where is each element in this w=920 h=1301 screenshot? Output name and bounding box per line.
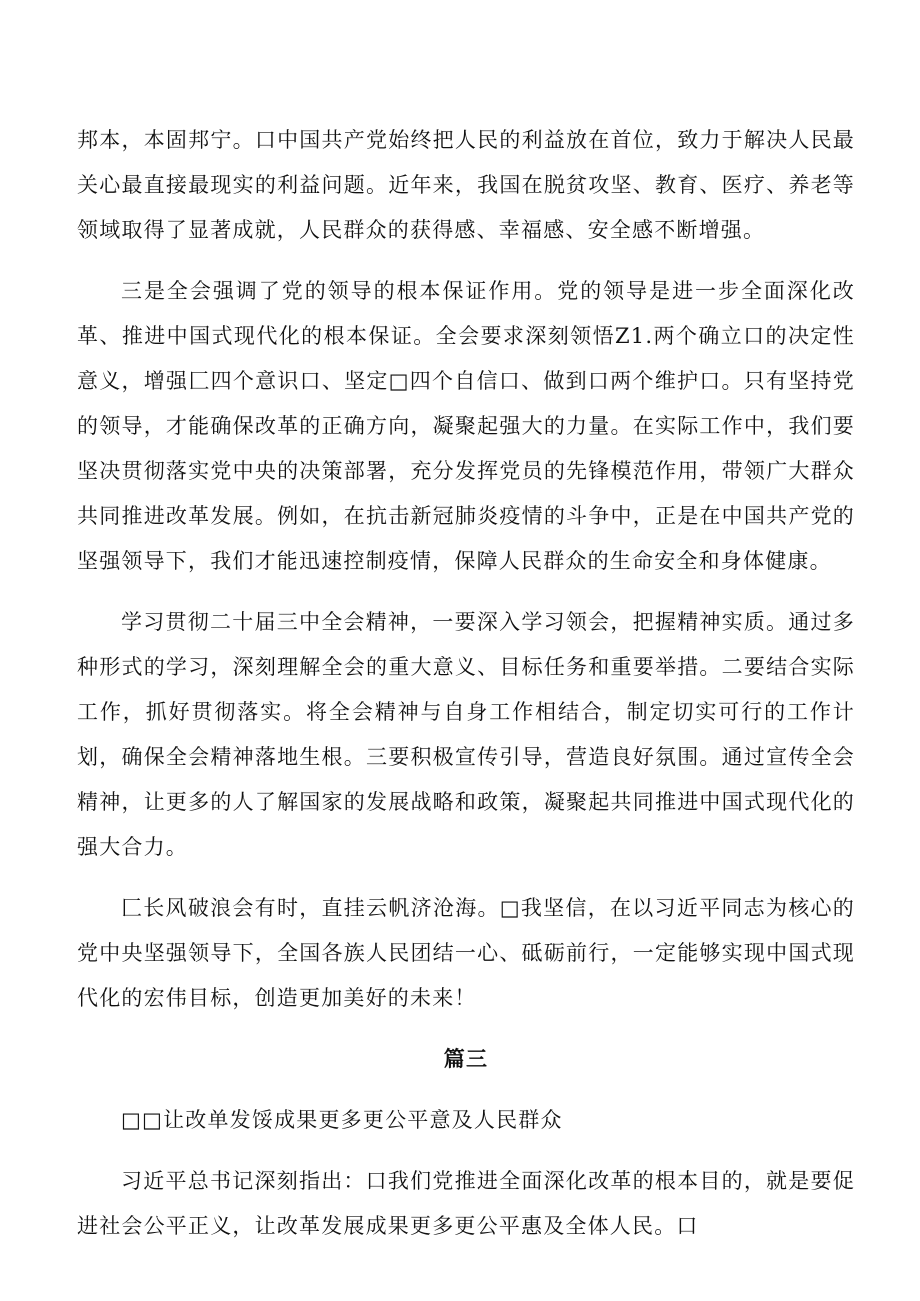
paragraph-gap [77, 1021, 855, 1037]
document-body [77, 118, 855, 1249]
section-heading: 篇三 [443, 1047, 489, 1071]
paragraph-party-leadership: 三是全会强调了党的领导的根本保证作用。党的领导是进一步全面深化改革、推进中国式现代化的根本保证。全会要求深刻领悟Z1.两个确立口的决定性意义，增强匚四个意识口、坚定□四个自信口、做到口两个维护口。只有坚持党的领导，才能确保改革的正确方向，凝聚起强大的力量。在实际工作中，我们要坚决贯彻落实党中央的决策部署，充分发挥党员的先锋模范作用，带领广大群众共同推进改革发展。例如，在抗击新冠肺炎疫情的斗争中，正是在中国共产党的坚强领导下，我们才能迅速控制疫情，保障人民群众的生命安全和身体健康。 [77, 279, 855, 573]
paragraph-gap [77, 584, 855, 600]
section-subtitle: □□让改单发馁成果更多更公平意及人民群众 [121, 1108, 563, 1132]
paragraph-gap [77, 253, 855, 269]
paragraph-gap [77, 1143, 855, 1159]
paragraph-continued: 邦本，本固邦宁。口中国共产党始终把人民的利益放在首位，致力于解决人民最关心最直接最现实的利益问题。近年来，我国在脱贫攻坚、教育、医疗、养老等领域取得了显著成就，人民群众的获得感、幸福感、安全感不断增强。 [77, 128, 855, 242]
paragraph-gap [77, 870, 855, 886]
paragraph-gap [77, 1082, 855, 1098]
section-paragraph: 习近平总书记深刻指出：口我们党推进全面深化改革的根本目的，就是要促进社会公平正义，让改革发展成果更多更公平惠及全体人民。口 [77, 1169, 855, 1238]
paragraph-study-plenum: 学习贯彻二十届三中全会精神，一要深入学习领会，把握精神实质。通过多种形式的学习，深刻理解全会的重大意义、目标任务和重要举措。二要结合实际工作，抓好贯彻落实。将全会精神与自身工作相结合，制定切实可行的工作计划，确保全会精神落地生根。三要积极宣传引导，营造良好氛围。通过宣传全会精神，让更多的人了解国家的发展战略和政策，凝聚起共同推进中国式现代化的强大合力。 [77, 610, 855, 859]
paragraph-conclusion: 匚长风破浪会有时，直挂云帆济沧海。□我坚信，在以习近平同志为核心的党中央坚强领导下，全国各族人民团结一心、砥砺前行，一定能够实现中国式现代化的宏伟目标，创造更加美好的未来！ [77, 896, 855, 1010]
